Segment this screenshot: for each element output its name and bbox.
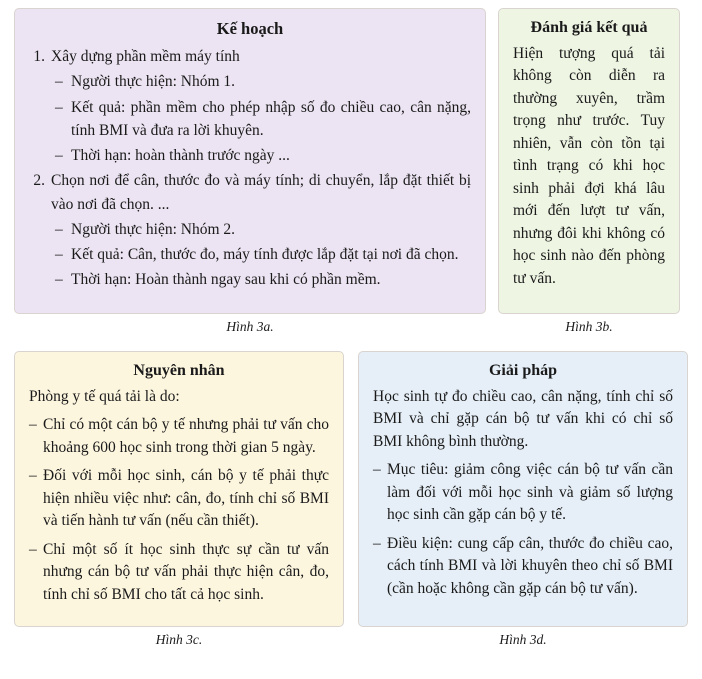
dash-marker: – xyxy=(55,73,63,91)
plan-subitem xyxy=(55,243,471,266)
solution-card xyxy=(358,351,688,627)
plan-item xyxy=(29,45,471,68)
cause-point-text: Chỉ một số ít học sinh thực sự cần tư vấn nhưng cán bộ tư vấn phải thực hiện cân, đo, tính chỉ số BMI cho tất cả học sinh. xyxy=(43,540,329,603)
plan-subitem xyxy=(55,70,471,93)
plan-subitem xyxy=(55,268,471,291)
cause-point xyxy=(29,539,329,606)
figure-row-top xyxy=(0,8,702,335)
plan-subitem xyxy=(55,144,471,167)
plan-item-text: Chọn nơi để cân, thước đo và máy tính; di chuyển, lắp đặt thiết bị vào nơi đã chọn. ... xyxy=(51,172,471,213)
dash-marker: – xyxy=(29,467,37,485)
evaluation-body: Hiện tượng quá tải không còn diễn ra thường xuyên, trầm trọng như trước. Tuy nhiên, vẫn còn tồn tại tình trạng có khi học sinh phải đợi khá lâu mới đến lượt tư vấn, nhưng đôi khi không có học sinh nào đến phòng tư vấn. xyxy=(513,45,665,287)
plan-subitem-text: Thời hạn: hoàn thành trước ngày ... xyxy=(71,147,290,164)
solution-title: Giải pháp xyxy=(488,362,558,379)
dash-marker: – xyxy=(55,147,63,164)
dash-marker: – xyxy=(55,98,63,116)
plan-list xyxy=(29,45,471,292)
plan-item-number: 2. xyxy=(33,172,45,190)
plan-subitem-text: Kết quả: phần mềm cho phép nhập số đo chiều cao, cân nặng, tính BMI và đưa ra lời khuyên. xyxy=(71,98,471,139)
cause-point-text: Chỉ có một cán bộ y tế nhưng phải tư vấn cho khoảng 600 học sinh trong thời gian 5 ngày. xyxy=(43,416,329,456)
plan-subitem-text: Kết quả: Cân, thước đo, máy tính được lắp đặt tại nơi đã chọn. xyxy=(71,246,459,263)
dash-marker: – xyxy=(55,246,63,263)
figure-row-bottom xyxy=(0,351,702,648)
dash-marker: – xyxy=(55,220,63,238)
cause-point-text: Đối với mỗi học sinh, cán bộ y tế phải thực hiện nhiều việc như: cân, đo, tính chỉ số BMI và tiến hành tư vấn (nếu cần thiết). xyxy=(43,467,329,530)
cause-point xyxy=(29,465,329,532)
plan-item xyxy=(29,169,471,216)
solution-point-text: Mục tiêu: giảm công việc cán bộ tư vấn cần làm đối với mỗi học sinh và giảm số lượng học sinh cần gặp cán bộ y tế. xyxy=(387,461,673,524)
cause-card xyxy=(14,351,344,627)
figure-solution xyxy=(358,351,688,648)
evaluation-title: Đánh giá kết quả xyxy=(530,19,648,36)
solution-point-text: Điều kiện: cung cấp cân, thước đo chiều cao, cách tính BMI và lời khuyên theo chỉ số BMI (cần hoặc không cần gặp cán bộ tư vấn). xyxy=(387,534,673,597)
plan-subitem-text: Người thực hiện: Nhóm 2. xyxy=(71,220,236,238)
figure-caption-3d: Hình 3d. xyxy=(499,632,547,647)
figure-cause xyxy=(14,351,344,648)
plan-subitem-text: Thời hạn: Hoàn thành ngay sau khi có phần mềm. xyxy=(71,271,381,289)
top-spacer xyxy=(0,0,702,8)
plan-subitem-text: Người thực hiện: Nhóm 1. xyxy=(71,73,236,91)
evaluation-card xyxy=(498,8,680,314)
dash-marker: – xyxy=(55,271,63,289)
figure-caption-3a: Hình 3a. xyxy=(226,319,274,334)
plan-subitem xyxy=(55,96,471,143)
dash-marker: – xyxy=(29,540,37,558)
dash-marker: – xyxy=(373,534,381,552)
figure-plan xyxy=(14,8,486,335)
plan-item-text: Xây dựng phần mềm máy tính xyxy=(51,48,240,65)
figure-caption-3c: Hình 3c. xyxy=(155,632,203,647)
solution-point xyxy=(373,533,673,600)
figure-evaluation xyxy=(498,8,680,335)
cause-intro: Phòng y tế quá tải là do: xyxy=(29,388,180,405)
plan-card xyxy=(14,8,486,314)
plan-title: Kế hoạch xyxy=(216,19,284,38)
figure-caption-3b: Hình 3b. xyxy=(565,319,613,334)
solution-point xyxy=(373,459,673,526)
solution-intro: Học sinh tự đo chiều cao, cân nặng, tính chỉ số BMI và chỉ gặp cán bộ tư vấn khi có chỉ số BMI không bình thường. xyxy=(373,388,673,450)
dash-marker: – xyxy=(29,416,37,434)
dash-marker: – xyxy=(373,461,381,479)
cause-title: Nguyên nhân xyxy=(133,362,225,379)
plan-item-number: 1. xyxy=(33,48,45,65)
plan-subitem xyxy=(55,218,471,241)
cause-point xyxy=(29,414,329,459)
